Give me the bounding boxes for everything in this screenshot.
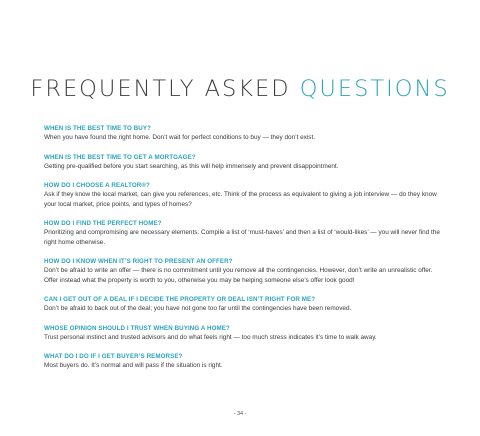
faq-answer: Trust personal instinct and trusted advisors and do what feels right — too much stress indicates it’s time to walk away. <box>44 333 377 341</box>
page-title <box>0 76 480 102</box>
faq-question: HOW DO I CHOOSE A REALTOR®? <box>44 182 150 189</box>
faq-question: WHEN IS THE BEST TIME TO BUY? <box>44 125 151 132</box>
faq-answer: Don’t be afraid to write an offer — there is no commitment until you remove all the contingencies. However, don’t write an unrealistic offer. Offer instead what the property is worth to you, otherwise you may be helping someone else’s offer look good! <box>44 267 433 284</box>
page-number: - 34 - <box>233 411 247 417</box>
faq-item <box>44 257 442 285</box>
faq-item <box>44 219 442 247</box>
faq-item <box>44 352 442 371</box>
faq-question: HOW DO I KNOW WHEN IT’S RIGHT TO PRESENT AN OFFER? <box>44 258 233 265</box>
faq-question: HOW DO I FIND THE PERFECT HOME? <box>44 220 162 227</box>
faq-item <box>44 295 442 314</box>
faq-question: WHAT DO I DO IF I GET BUYER’S REMORSE? <box>44 353 183 360</box>
faq-answer: When you have found the right home. Don’t wait for perfect conditions to buy — they don’t exist. <box>44 134 316 141</box>
faq-question: CAN I GET OUT OF A DEAL IF I DECIDE THE PROPERTY OR DEAL ISN’T RIGHT FOR ME? <box>44 296 316 303</box>
faq-item <box>44 124 442 143</box>
faq-item <box>44 153 442 172</box>
faq-answer: Getting pre-qualified before you start searching, as this will help immensely and prevent disappointment. <box>44 162 339 170</box>
faq-item <box>44 181 442 209</box>
faq-question: WHOSE OPINION SHOULD I TRUST WHEN BUYING A HOME? <box>44 324 230 332</box>
faq-answer: Don’t be afraid to back out of the deal; you have not gone too far until the contingencies have been removed. <box>44 305 352 312</box>
page-title-accent: QUESTIONS <box>299 76 450 102</box>
faq-item <box>44 324 442 343</box>
faq-answer: Ask if they know the local market, can give you references, etc. Think of the process as equivalent to giving a job interview — do they know your local market, price points, and types of homes? <box>44 191 437 208</box>
page-title-main: FREQUENTLY ASKED <box>30 76 300 102</box>
faq-question: WHEN IS THE BEST TIME TO GET A MORTGAGE? <box>44 153 196 161</box>
faq-answer: Prioritizing and compromising are necessary elements. Compile a list of ‘must-haves’ and then a list of ‘would-likes’ — you will never find the right home otherwise. <box>44 229 440 246</box>
faq-answer: Most buyers do. It’s normal and will pass if the situation is right. <box>44 362 223 369</box>
faq-list <box>44 124 442 381</box>
